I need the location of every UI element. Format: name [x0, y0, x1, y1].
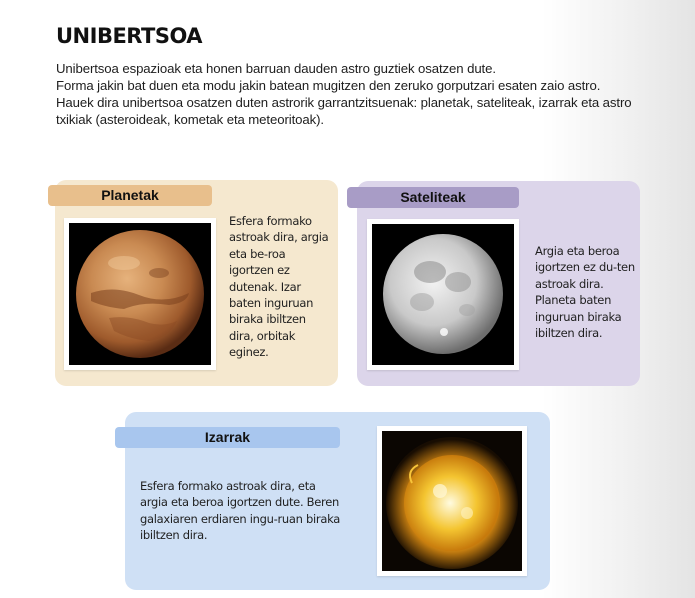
- intro-paragraph-1: Unibertsoa espazioak eta honen barruan dauden astro guztiek osatzen dute.: [56, 61, 496, 76]
- intro-paragraph-3: Hauek dira unibertsoa osatzen duten astrorik garrantzitsuenak: planetak, sateliteak, izarrak eta astro txikiak (asteroideak, kometak eta meteoritoak).: [56, 95, 632, 127]
- mars-planet-image: [69, 223, 211, 365]
- intro-text: [56, 60, 646, 128]
- izarrak-description: Esfera formako astroak dira, eta argia eta beroa igortzen dute. Beren galaxiaren erdiaren ingu-ruan biraka ibiltzen dira.: [140, 479, 340, 543]
- planetak-label: Planetak: [48, 185, 212, 206]
- mars-photo: [64, 218, 216, 370]
- intro-paragraph-2: Forma jakin bat duen eta modu jakin batean mugitzen den zeruko gorputzari esaten zaio astro.: [56, 78, 601, 93]
- page-title: UNIBERTSOA: [56, 24, 203, 48]
- sateliteak-label: Sateliteak: [347, 187, 519, 208]
- sateliteak-description: Argia eta beroa igortzen ez du-ten astroak dira. Planeta baten inguruan biraka ibiltzen dira.: [535, 244, 635, 341]
- izarrak-label: Izarrak: [115, 427, 340, 448]
- moon-image: [372, 224, 514, 365]
- planetak-description: Esfera formako astroak dira, argia eta be-roa igortzen ez dutenak. Izar baten inguruan biraka ibiltzen dira, orbitak eginez.: [229, 214, 329, 360]
- moon-photo: [367, 219, 519, 370]
- sun-photo: [377, 426, 527, 576]
- sun-image: [382, 431, 522, 571]
